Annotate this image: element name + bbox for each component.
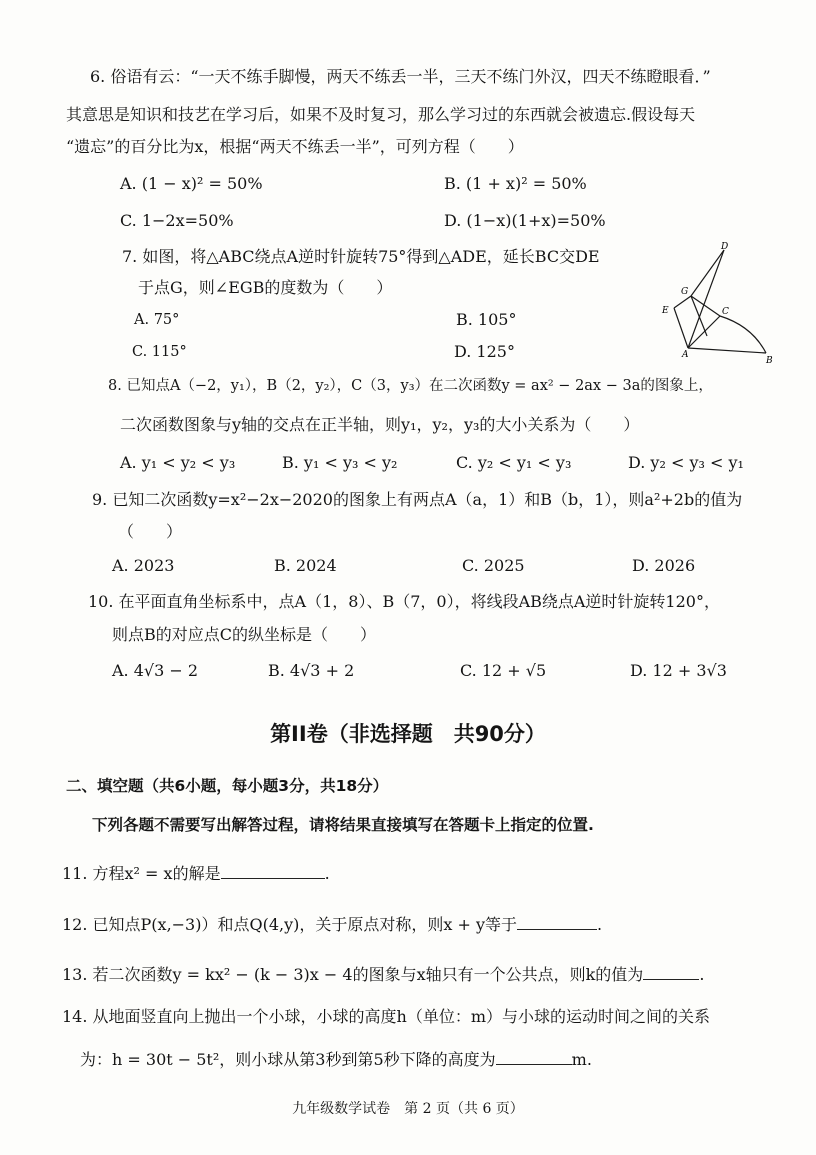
q12-end: .	[597, 915, 603, 934]
q6-option-c: C. 1−2x=50%	[120, 211, 234, 230]
q10-option-a: A. 4√3 − 2	[112, 661, 199, 680]
q13	[62, 963, 704, 986]
q9-line-2: （ ）	[118, 522, 183, 541]
q8-line-2: 二次函数图象与y轴的交点在正半轴，则y₁，y₂，y₃的大小关系为（ ）	[120, 415, 640, 434]
q7-option-b: B. 105°	[456, 310, 517, 329]
q6-line-3: “遗忘”的百分比为x，根据“两天不练丢一半”，可列方程（ ）	[66, 137, 524, 156]
q7-option-c: C. 115°	[132, 344, 187, 360]
figure-label-e: E	[662, 306, 669, 316]
figure-label-b: B	[766, 356, 773, 366]
q6-option-a: A. (1 − x)² = 50%	[120, 174, 263, 193]
q6-line-1: 6. 俗语有云：“一天不练手脚慢，两天不练丢一半，三天不练门外汉，四天不练瞪眼看．”	[90, 67, 711, 86]
part2-instruction: 下列各题不需要写出解答过程，请将结果直接填写在答题卡上指定的位置.	[92, 816, 594, 834]
figure-label-d: D	[721, 242, 729, 252]
q11-answer-blank[interactable]	[221, 862, 325, 879]
q7-option-d: D. 125°	[454, 342, 515, 361]
q7-option-a: A. 75°	[134, 312, 180, 328]
q12	[62, 913, 602, 936]
q8-option-b: B. y₁ < y₃ < y₂	[282, 453, 398, 472]
q8-line-1: 8. 已知点A（−2，y₁），B（2，y₂），C（3，y₃）在二次函数y = ax² − 2ax − 3a的图象上，	[108, 378, 713, 394]
section-title: 第II卷（非选择题 共90分）	[270, 722, 546, 746]
q11	[62, 862, 330, 885]
q10-option-d: D. 12 + 3√3	[630, 661, 727, 680]
q13-text: 13. 若二次函数y = kx² − (k − 3)x − 4的图象与x轴只有一个公共点，则k的值为	[62, 965, 644, 984]
q12-answer-blank[interactable]	[517, 913, 597, 930]
q14-text: 为：h = 30t − 5t²，则小球从第3秒到第5秒下降的高度为	[80, 1050, 496, 1069]
q9-option-c: C. 2025	[462, 556, 525, 575]
q6-option-d: D. (1−x)(1+x)=50%	[444, 211, 606, 230]
q7-line-2: 于点G，则∠EGB的度数为（ ）	[138, 278, 393, 297]
q10-line-1: 10. 在平面直角坐标系中，点A（1，8）、B（7，0），将线段AB绕点A逆时针旋转120°，	[88, 592, 720, 611]
q8-option-a: A. y₁ < y₂ < y₃	[120, 453, 236, 472]
q6-option-b: B. (1 + x)² = 50%	[444, 174, 587, 193]
figure-label-a: A	[682, 350, 689, 360]
q14-line-2	[80, 1048, 592, 1071]
q10-line-2: 则点B的对应点C的纵坐标是（ ）	[112, 625, 377, 644]
q12-text: 12. 已知点P(x,−3)）和点Q(4,y)，关于原点对称，则x + y等于	[62, 915, 518, 934]
q9-option-a: A. 2023	[112, 556, 175, 575]
q10-option-b: B. 4√3 + 2	[268, 661, 355, 680]
q7-line-1: 7. 如图，将△ABC绕点A逆时针旋转75°得到△ADE，延长BC交DE	[122, 247, 600, 266]
q13-answer-blank[interactable]	[643, 963, 699, 980]
q9-option-d: D. 2026	[632, 556, 696, 575]
q9-line-1: 9. 已知二次函数y=x²−2x−2020的图象上有两点A（a，1）和B（b，1），则a²+2b的值为	[92, 490, 743, 509]
figure-label-c: C	[722, 307, 729, 317]
q11-end: .	[324, 864, 330, 883]
rotation-triangle-figure	[648, 240, 778, 370]
figure-label-g: G	[681, 287, 689, 297]
q14-line-1: 14. 从地面竖直向上抛出一个小球，小球的高度h（单位：m）与小球的运动时间之间的关系	[62, 1007, 711, 1026]
q6-line-2: 其意思是知识和技艺在学习后，如果不及时复习，那么学习过的东西就会被遗忘.假设每天	[66, 105, 696, 124]
q14-unit: m.	[571, 1050, 592, 1069]
q13-end: .	[699, 965, 705, 984]
part2-heading: 二、填空题（共6小题，每小题3分，共18分）	[66, 777, 389, 795]
page-footer: 九年级数学试卷 第 2 页（共 6 页）	[292, 1101, 524, 1117]
q8-option-c: C. y₂ < y₁ < y₃	[456, 453, 572, 472]
q8-option-d: D. y₂ < y₃ < y₁	[628, 453, 744, 472]
q10-option-c: C. 12 + √5	[460, 661, 547, 680]
q9-option-b: B. 2024	[274, 556, 337, 575]
q11-text: 11. 方程x² = x的解是	[62, 864, 221, 883]
q14-answer-blank[interactable]	[496, 1048, 572, 1065]
